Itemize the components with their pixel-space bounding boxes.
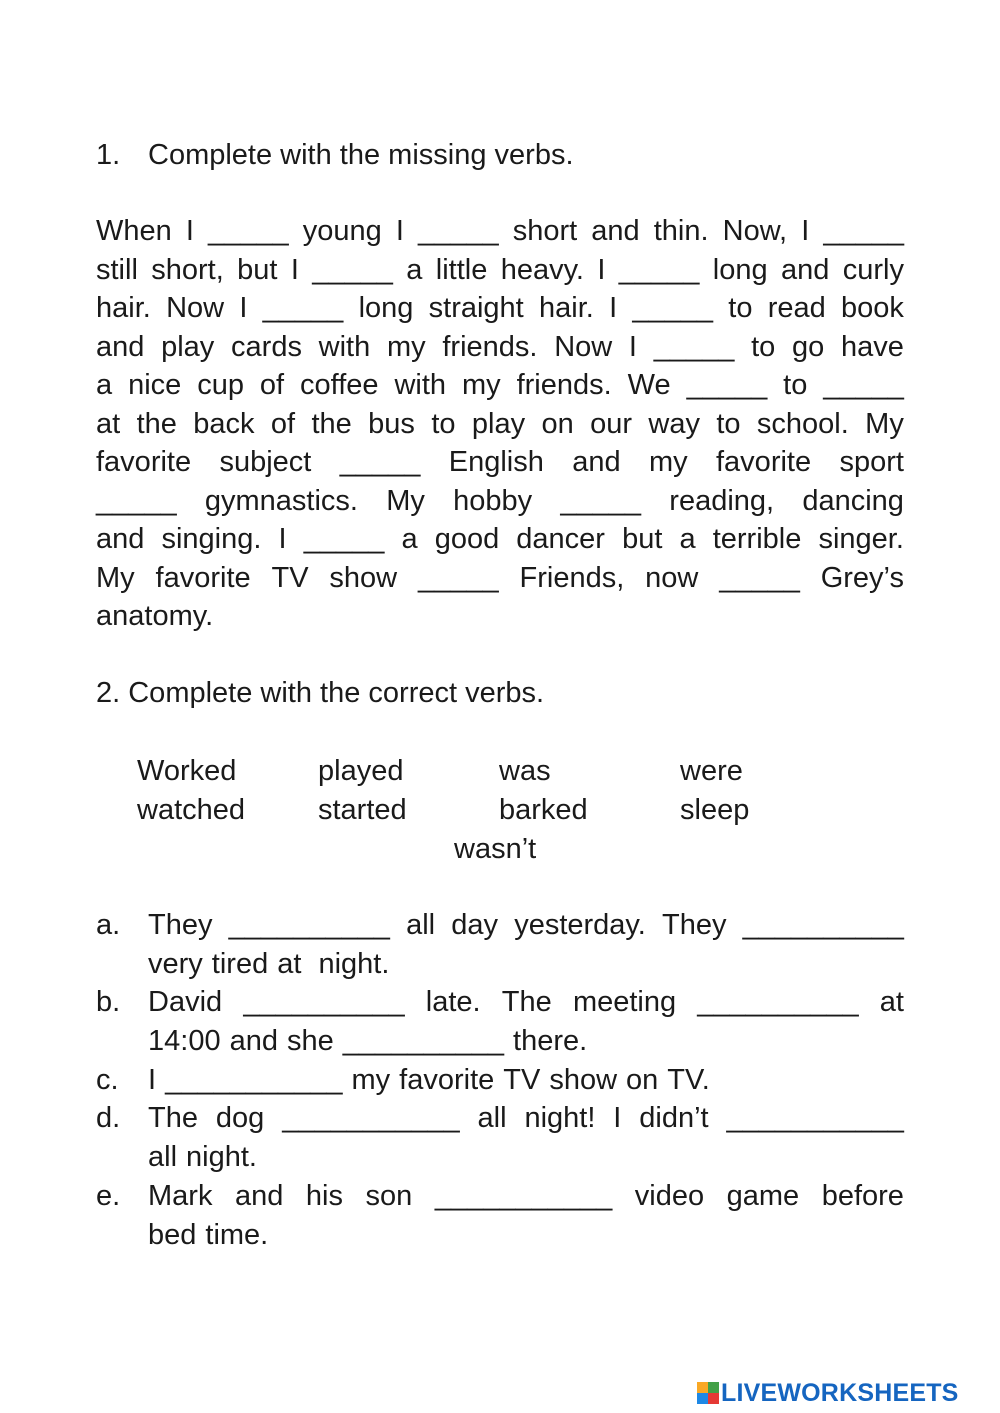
- word: with: [318, 330, 371, 363]
- text-line: [96, 597, 904, 636]
- word: on: [626, 1063, 659, 1096]
- word: and: [234, 1179, 284, 1212]
- word: TV.: [667, 1063, 710, 1096]
- word: and: [780, 253, 830, 286]
- word: sport: [839, 446, 904, 478]
- word: English: [448, 446, 544, 478]
- word: dog: [215, 1102, 265, 1135]
- answer-blank[interactable]: _____: [417, 215, 499, 247]
- word: play: [471, 407, 526, 440]
- word: My: [386, 484, 425, 517]
- answer-blank[interactable]: _____: [618, 253, 700, 286]
- word: long: [712, 253, 768, 286]
- word: short: [512, 215, 578, 247]
- word: to: [783, 369, 808, 401]
- question-text: [148, 983, 904, 1060]
- section-1-heading: [96, 136, 574, 174]
- text-line: [96, 251, 904, 290]
- question-text: [148, 1061, 904, 1100]
- word: a: [401, 523, 418, 555]
- word: of: [270, 407, 296, 440]
- word: When: [96, 215, 172, 247]
- word: my: [648, 446, 688, 478]
- word-bank-item: started: [318, 794, 407, 826]
- answer-blank[interactable]: _____: [262, 292, 344, 324]
- word-bank-item: was: [499, 755, 551, 787]
- question-list: [96, 906, 904, 1254]
- word: there.: [513, 1025, 588, 1058]
- question-letter: b.: [96, 986, 121, 1019]
- word: late.: [425, 986, 481, 1019]
- word: my: [386, 330, 426, 363]
- word: to: [431, 407, 456, 440]
- word: I: [628, 330, 637, 363]
- word: with: [394, 369, 447, 401]
- question-item: [96, 1099, 904, 1176]
- word: favorite: [716, 446, 812, 478]
- word-bank-item: were: [680, 755, 743, 787]
- answer-blank[interactable]: _____: [823, 215, 904, 247]
- word: dancer: [516, 523, 605, 555]
- word: They: [148, 909, 213, 941]
- text-line: [96, 405, 904, 444]
- answer-blank[interactable]: __________: [342, 1025, 505, 1058]
- section-1-paragraph: [96, 212, 904, 636]
- word: our: [590, 407, 633, 440]
- word: and: [96, 523, 145, 555]
- answer-blank[interactable]: _____: [632, 292, 714, 324]
- word: reading,: [669, 484, 775, 517]
- word: night!: [524, 1102, 596, 1135]
- word: coffee: [300, 369, 379, 401]
- word: a: [406, 253, 423, 286]
- word: Grey’s: [820, 561, 904, 594]
- question-letter: e.: [96, 1179, 121, 1212]
- question-text: [148, 1177, 904, 1254]
- answer-blank[interactable]: _____: [339, 446, 421, 478]
- word: favorite: [155, 561, 251, 594]
- word: TV: [271, 561, 309, 594]
- word: anatomy.: [96, 600, 214, 632]
- word: straight: [428, 292, 524, 324]
- word: she: [286, 1025, 334, 1058]
- word: dancing: [802, 484, 904, 517]
- word: I: [801, 215, 810, 247]
- answer-blank[interactable]: __________: [243, 986, 405, 1019]
- word: favorite: [96, 446, 192, 478]
- word: and: [591, 215, 640, 247]
- question-item: [96, 1177, 904, 1254]
- word: David: [148, 986, 223, 1019]
- question-text: [148, 1099, 904, 1176]
- word: day: [451, 909, 499, 941]
- answer-blank[interactable]: _____: [686, 369, 768, 401]
- word: The: [148, 1102, 198, 1135]
- word: curly: [842, 253, 904, 286]
- word: The: [501, 986, 552, 1019]
- word: short,: [151, 253, 224, 286]
- word: They: [661, 909, 727, 941]
- word: little: [435, 253, 488, 286]
- word: the: [136, 407, 177, 440]
- word: at: [277, 947, 302, 980]
- word: to: [728, 292, 753, 324]
- word: son: [365, 1179, 413, 1212]
- word: at: [879, 986, 904, 1019]
- word: before: [821, 1179, 904, 1212]
- word: I: [613, 1102, 622, 1135]
- word: and: [229, 1025, 278, 1058]
- word: friends.: [516, 369, 612, 401]
- text-line: [96, 212, 904, 251]
- word: nice: [128, 369, 182, 401]
- word: 14:00: [148, 1025, 221, 1058]
- text-line: [148, 906, 904, 945]
- word: way: [648, 407, 700, 440]
- answer-blank[interactable]: ___________: [165, 1063, 343, 1096]
- word: meeting: [572, 986, 677, 1019]
- text-line: [96, 443, 904, 482]
- word: I: [239, 292, 248, 324]
- word: My: [96, 561, 135, 594]
- question-text: [148, 906, 904, 983]
- word: and: [572, 446, 621, 478]
- word: hair.: [539, 292, 594, 324]
- answer-blank[interactable]: ___________: [434, 1179, 613, 1212]
- word: Now: [554, 330, 613, 363]
- word: show: [549, 1063, 618, 1096]
- answer-blank[interactable]: _____: [312, 253, 393, 286]
- word: his: [305, 1179, 343, 1212]
- word: to: [716, 407, 741, 440]
- word: didn’t: [639, 1102, 709, 1135]
- word: young: [302, 215, 382, 247]
- word: good: [434, 523, 500, 555]
- word: on: [541, 407, 574, 440]
- word: night.: [186, 1141, 257, 1174]
- word: at: [96, 407, 121, 440]
- text-line: [148, 1022, 904, 1061]
- logo-icon: [697, 1382, 719, 1404]
- word: I: [290, 253, 299, 286]
- word: My: [865, 407, 904, 440]
- question-letter: c.: [96, 1063, 119, 1096]
- logo-text: LIVEWORKSHEETS: [721, 1378, 959, 1407]
- text-line: [148, 945, 904, 984]
- answer-blank[interactable]: _____: [719, 561, 800, 594]
- section-1-title: Complete with the missing verbs.: [148, 139, 574, 171]
- word: Friends,: [519, 561, 625, 594]
- word-bank-item: played: [318, 755, 404, 787]
- word: TV: [503, 1063, 541, 1096]
- word: favorite: [399, 1063, 495, 1096]
- word: I: [395, 215, 404, 247]
- word: the: [311, 407, 352, 440]
- word: now: [645, 561, 699, 594]
- question-letter: a.: [96, 909, 121, 941]
- word: We: [627, 369, 671, 401]
- text-line: [96, 520, 904, 559]
- word: hair.: [96, 292, 151, 324]
- text-line: [96, 289, 904, 328]
- text-line: [148, 983, 904, 1022]
- word: singer.: [818, 523, 904, 555]
- word: I: [597, 253, 606, 286]
- text-line: [148, 1061, 904, 1100]
- text-line: [148, 1138, 904, 1177]
- word: tired: [211, 947, 269, 980]
- answer-blank[interactable]: __________: [228, 909, 390, 941]
- word: but: [622, 523, 663, 555]
- answer-blank[interactable]: _____: [823, 369, 904, 401]
- word: singing.: [161, 523, 262, 555]
- word: a: [679, 523, 696, 555]
- answer-blank[interactable]: ___________: [282, 1102, 460, 1135]
- word: subject: [219, 446, 312, 478]
- answer-blank[interactable]: _____: [207, 215, 289, 247]
- section-1-number: 1.: [96, 139, 121, 171]
- answer-blank[interactable]: _____: [417, 561, 499, 594]
- word: back: [193, 407, 255, 440]
- answer-blank[interactable]: _____: [303, 523, 385, 555]
- word: book: [841, 292, 904, 324]
- text-line: [96, 328, 904, 367]
- word: gymnastics.: [204, 484, 358, 517]
- word: school.: [756, 407, 849, 440]
- word: bed: [148, 1218, 197, 1251]
- word: all: [148, 1141, 178, 1174]
- word: still: [96, 253, 138, 286]
- word: Now: [166, 292, 225, 324]
- answer-blank[interactable]: _____: [96, 484, 177, 517]
- word: a: [96, 369, 113, 401]
- answer-blank[interactable]: __________: [742, 909, 904, 941]
- question-item: [96, 983, 904, 1060]
- word: long: [358, 292, 414, 324]
- word-bank-item: watched: [137, 794, 246, 826]
- text-line: [96, 482, 904, 521]
- word: all: [477, 1102, 507, 1135]
- text-line: [96, 366, 904, 405]
- word: I: [148, 1063, 157, 1096]
- word: but: [237, 253, 278, 286]
- answer-blank[interactable]: _____: [560, 484, 642, 517]
- question-item: [96, 1061, 904, 1100]
- word: cup: [197, 369, 244, 401]
- word: of: [259, 369, 285, 401]
- question-item: [96, 906, 904, 983]
- word-bank-item: barked: [499, 794, 588, 826]
- word: game: [726, 1179, 800, 1212]
- word: time.: [205, 1218, 269, 1251]
- section-2-title: 2. Complete with the correct verbs.: [96, 677, 545, 709]
- answer-blank[interactable]: _____: [653, 330, 735, 363]
- word: to: [751, 330, 776, 363]
- word: bus: [368, 407, 415, 440]
- word: yesterday.: [514, 909, 646, 941]
- word: video: [634, 1179, 705, 1212]
- word: play: [161, 330, 215, 363]
- word: night.: [310, 947, 390, 980]
- word: have: [840, 330, 904, 363]
- word: friends.: [442, 330, 538, 363]
- question-letter: d.: [96, 1102, 121, 1135]
- word: heavy.: [500, 253, 584, 286]
- liveworksheets-logo: [697, 1376, 959, 1410]
- text-line: [148, 1177, 904, 1216]
- word: terrible: [712, 523, 802, 555]
- answer-blank[interactable]: __________: [697, 986, 859, 1019]
- word: I: [609, 292, 618, 324]
- word: cards: [231, 330, 302, 363]
- word: my: [351, 1063, 391, 1096]
- word: hobby: [453, 484, 533, 517]
- word-bank-item: Worked: [137, 755, 237, 787]
- word-bank-item: wasn’t: [454, 833, 537, 865]
- text-line: [148, 1099, 904, 1138]
- word-bank-item: sleep: [680, 794, 750, 826]
- word: all: [406, 909, 436, 941]
- word: read: [767, 292, 826, 324]
- word: thin.: [653, 215, 709, 247]
- answer-blank[interactable]: ___________: [726, 1102, 904, 1135]
- word: go: [791, 330, 825, 363]
- text-line: [96, 559, 904, 598]
- word: I: [185, 215, 194, 247]
- word: very: [148, 947, 203, 980]
- word: my: [461, 369, 501, 401]
- word: and: [96, 330, 145, 363]
- word: Now,: [722, 215, 788, 247]
- word: show: [329, 561, 398, 594]
- word: I: [278, 523, 287, 555]
- text-line: [148, 1216, 904, 1255]
- word: Mark: [148, 1179, 213, 1212]
